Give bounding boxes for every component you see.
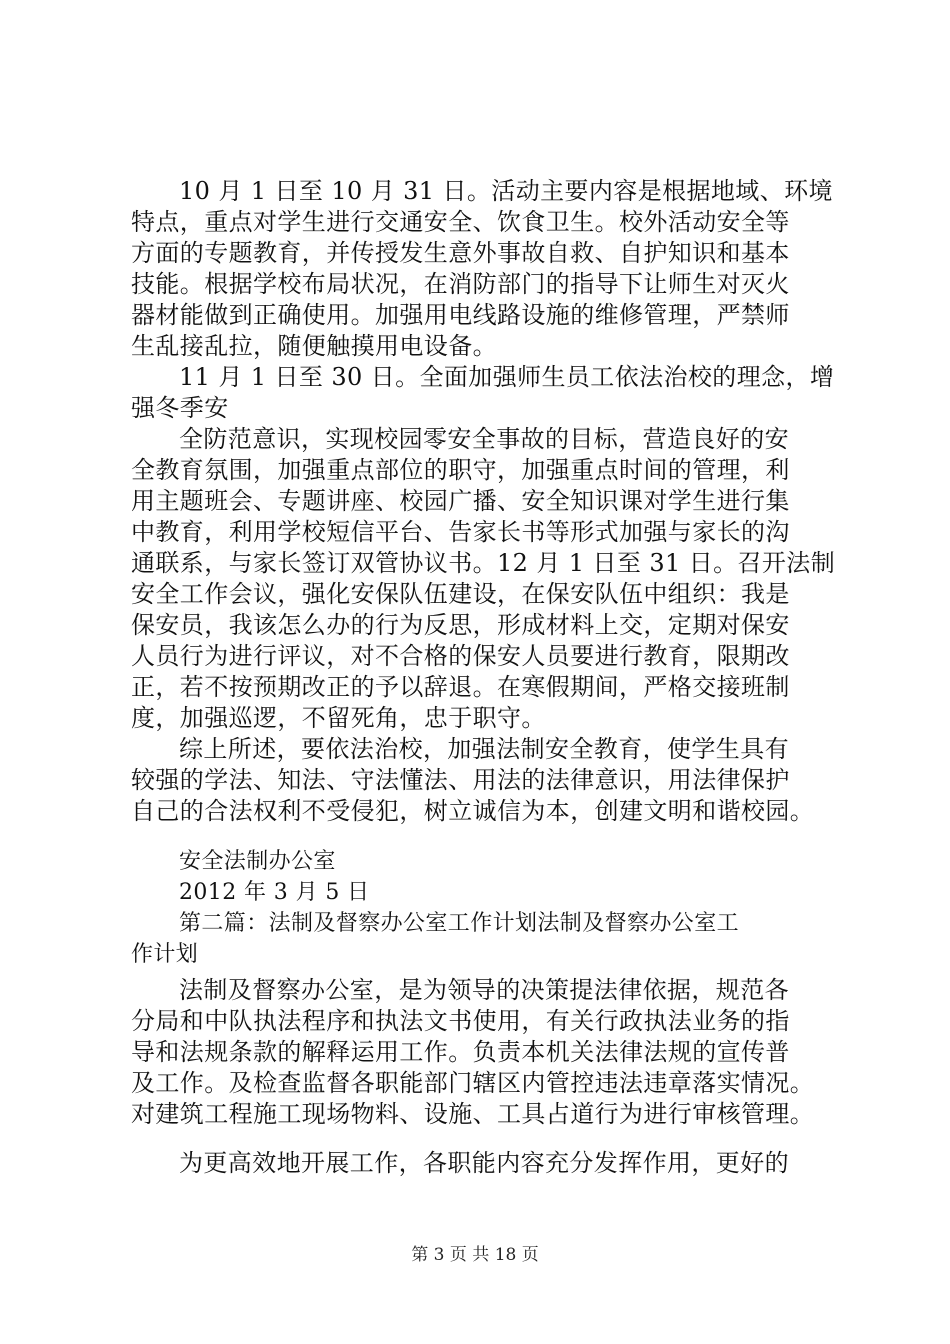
paragraph-line: 11 月 1 日至 30 日。全面加强师生员工依法治校的理念，增 — [179, 363, 835, 391]
paragraph-line: 器材能做到正确使用。加强用电线路设施的维修管理，严禁师 — [131, 301, 790, 329]
signature-date: 2012 年 3 月 5 日 — [179, 880, 370, 905]
paragraph-line: 生乱接乱拉，随便触摸用电设备。 — [131, 332, 497, 360]
signature-office: 安全法制办公室 — [179, 849, 336, 874]
paragraph-line: 导和法规条款的解释运用工作。负责本机关法律法规的宣传普 — [131, 1038, 790, 1066]
paragraph-line: 分局和中队执法程序和执法文书使用，有关行政执法业务的指 — [131, 1007, 790, 1035]
paragraph-line: 度，加强巡逻，不留死角，忠于职守。 — [131, 704, 546, 732]
paragraph-line: 10 月 1 日至 10 月 31 日。活动主要内容是根据地域、环境 — [179, 177, 833, 205]
paragraph-line: 及工作。及检查监督各职能部门辖区内管控违法违章落实情况。 — [131, 1069, 815, 1097]
paragraph-line: 用主题班会、专题讲座、校园广播、安全知识课对学生进行集 — [131, 487, 790, 515]
paragraph-line: 通联系，与家长签订双管协议书。12 月 1 日至 31 日。召开法制 — [131, 549, 836, 577]
paragraph-line: 方面的专题教育，并传授发生意外事故自救、自护知识和基本 — [131, 239, 790, 267]
paragraph-line: 自己的合法权利不受侵犯，树立诚信为本，创建文明和谐校园。 — [131, 797, 815, 825]
paragraph-line: 正，若不按预期改正的予以辞退。在寒假期间，严格交接班制 — [131, 673, 790, 701]
paragraph-line: 为更高效地开展工作，各职能内容充分发挥作用，更好的 — [179, 1149, 789, 1177]
paragraph-line: 全防范意识，实现校园零安全事故的目标，营造良好的安 — [179, 425, 789, 453]
paragraph-line: 中教育，利用学校短信平台、告家长书等形式加强与家长的沟 — [131, 518, 790, 546]
page-footer: 第 3 页 共 18 页 — [411, 1245, 539, 1265]
paragraph-line: 法制及督察办公室，是为领导的决策提法律依据，规范各 — [179, 976, 789, 1004]
paragraph-line: 对建筑工程施工现场物料、设施、工具占道行为进行审核管理。 — [131, 1100, 815, 1128]
section-heading-continued: 作计划 — [131, 942, 199, 967]
paragraph-line: 技能。根据学校布局状况，在消防部门的指导下让师生对灭火 — [131, 270, 790, 298]
paragraph-line: 保安员，我该怎么办的行为反思，形成材料上交，定期对保安 — [131, 611, 790, 639]
paragraph-line: 全教育氛围，加强重点部位的职守，加强重点时间的管理，利 — [131, 456, 790, 484]
paragraph-line: 较强的学法、知法、守法懂法、用法的法律意识，用法律保护 — [131, 766, 790, 794]
paragraph-line: 特点，重点对学生进行交通安全、饮食卫生。校外活动安全等 — [131, 208, 790, 236]
paragraph-line: 强冬季安 — [131, 394, 229, 422]
paragraph-line: 综上所述，要依法治校，加强法制安全教育，使学生具有 — [179, 735, 789, 763]
paragraph-line: 安全工作会议，强化安保队伍建设，在保安队伍中组织：我是 — [131, 580, 790, 608]
section-heading: 第二篇：法制及督察办公室工作计划法制及督察办公室工 — [179, 911, 740, 936]
paragraph-line: 人员行为进行评议，对不合格的保安人员要进行教育，限期改 — [131, 642, 790, 670]
